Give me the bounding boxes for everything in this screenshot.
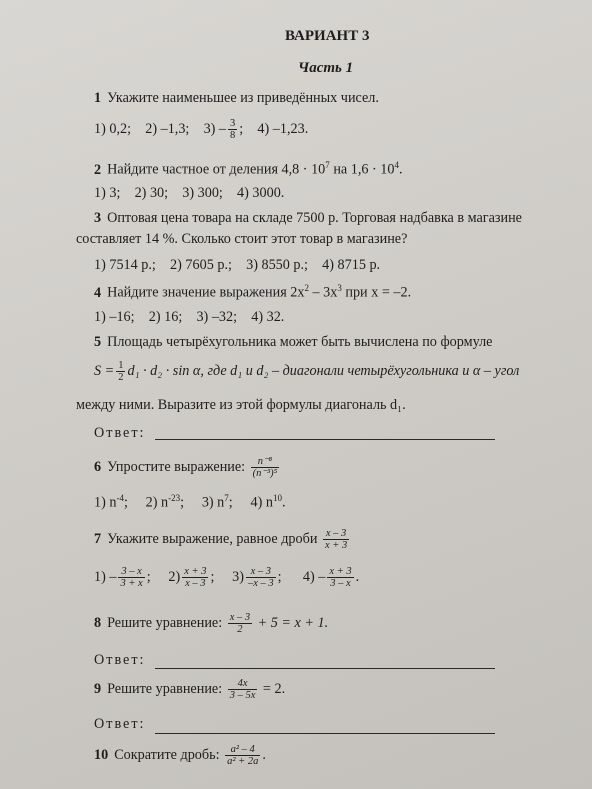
answer-label-8: Ответ: (94, 652, 146, 668)
question-8: 8 Решите уравнение: $\frac{x - 3}{2}$ + 5 = x + 1. (94, 612, 329, 635)
variant-title: ВАРИАНТ 3 (285, 28, 370, 44)
question-6: 6 Упростите выражение: $\frac{\text{n⁻⁸}}{\text{(n⁻³)⁵}}$ (94, 456, 278, 479)
answer-field-8[interactable] (155, 668, 495, 669)
answer-label-5: Ответ: (94, 425, 146, 441)
question-10: 10 Сократите дробь: $\frac{\text{a² – 4}}{\text{a² + 2a}}$ . (94, 744, 266, 767)
question-3-options: 1) 7514 р.; 2) 7605 р.; 3) 8550 р.; 4) 8715 р. (94, 257, 381, 273)
answer-field-5[interactable] (155, 439, 495, 440)
question-3: 3 Оптовая цена товара на складе 7500 р. Торговая надбавка в магазине (94, 210, 522, 226)
question-5: 5 Площадь четырёхугольника может быть вычислена по формуле (94, 334, 493, 350)
question-6-options: 1) $n^{-4}$; 2) $n^{-23}$; 3) $n^7$; 4) $n^{10}$. (94, 493, 286, 511)
question-1: 1 Укажите наименьшее из приведённых чисел. (94, 90, 379, 106)
answer-label-9: Ответ: (94, 716, 146, 732)
part-title: Часть 1 (298, 60, 354, 76)
question-4-options: 1) –16; 2) 16; 3) –32; 4) 32. (94, 309, 285, 325)
question-9: 9 Решите уравнение: $\frac{4x}{3 - 5x}$ = 2. (94, 678, 286, 701)
answer-field-9[interactable] (155, 733, 495, 734)
question-7: 7 Укажите выражение, равное дроби $\frac{x - 3}{x + 3}$ (94, 528, 348, 551)
question-3-line2: составляет 14 %. Сколько стоит этот товар в магазине? (76, 231, 408, 247)
question-1-options: 1) 0,2; 2) –1,3; 3) – $\frac{3}{8}$ ; 4) –1,23. (94, 118, 309, 141)
question-2: 2 Найдите частное от деления $4,8 \cdot 10^7$ на $1,6 \cdot 10^4$. (94, 160, 403, 178)
question-7-options: 1) – $\frac{3 - x}{3 + x}$ ; 2) $\frac{x + 3}{x - 3}$ ; 3) $\frac{x - 3}{-x - 3}$ ; 4) – $\frac{x + 3}{3 - x}$ . (94, 566, 360, 589)
question-5-formula: S = $\frac{1}{2}$ d₁ · d₂ · sin α, где d₁ и d₂ – диагонали четырёхугольника и α – угол (94, 360, 520, 383)
question-5-line3: между ними. Выразите из этой формулы диагональ d₁. (76, 397, 406, 413)
question-4: 4 Найдите значение выражения $2x^2 - 3x^3$ при x = –2. (94, 283, 412, 301)
question-2-options: 1) 3; 2) 30; 3) 300; 4) 3000. (94, 185, 285, 201)
